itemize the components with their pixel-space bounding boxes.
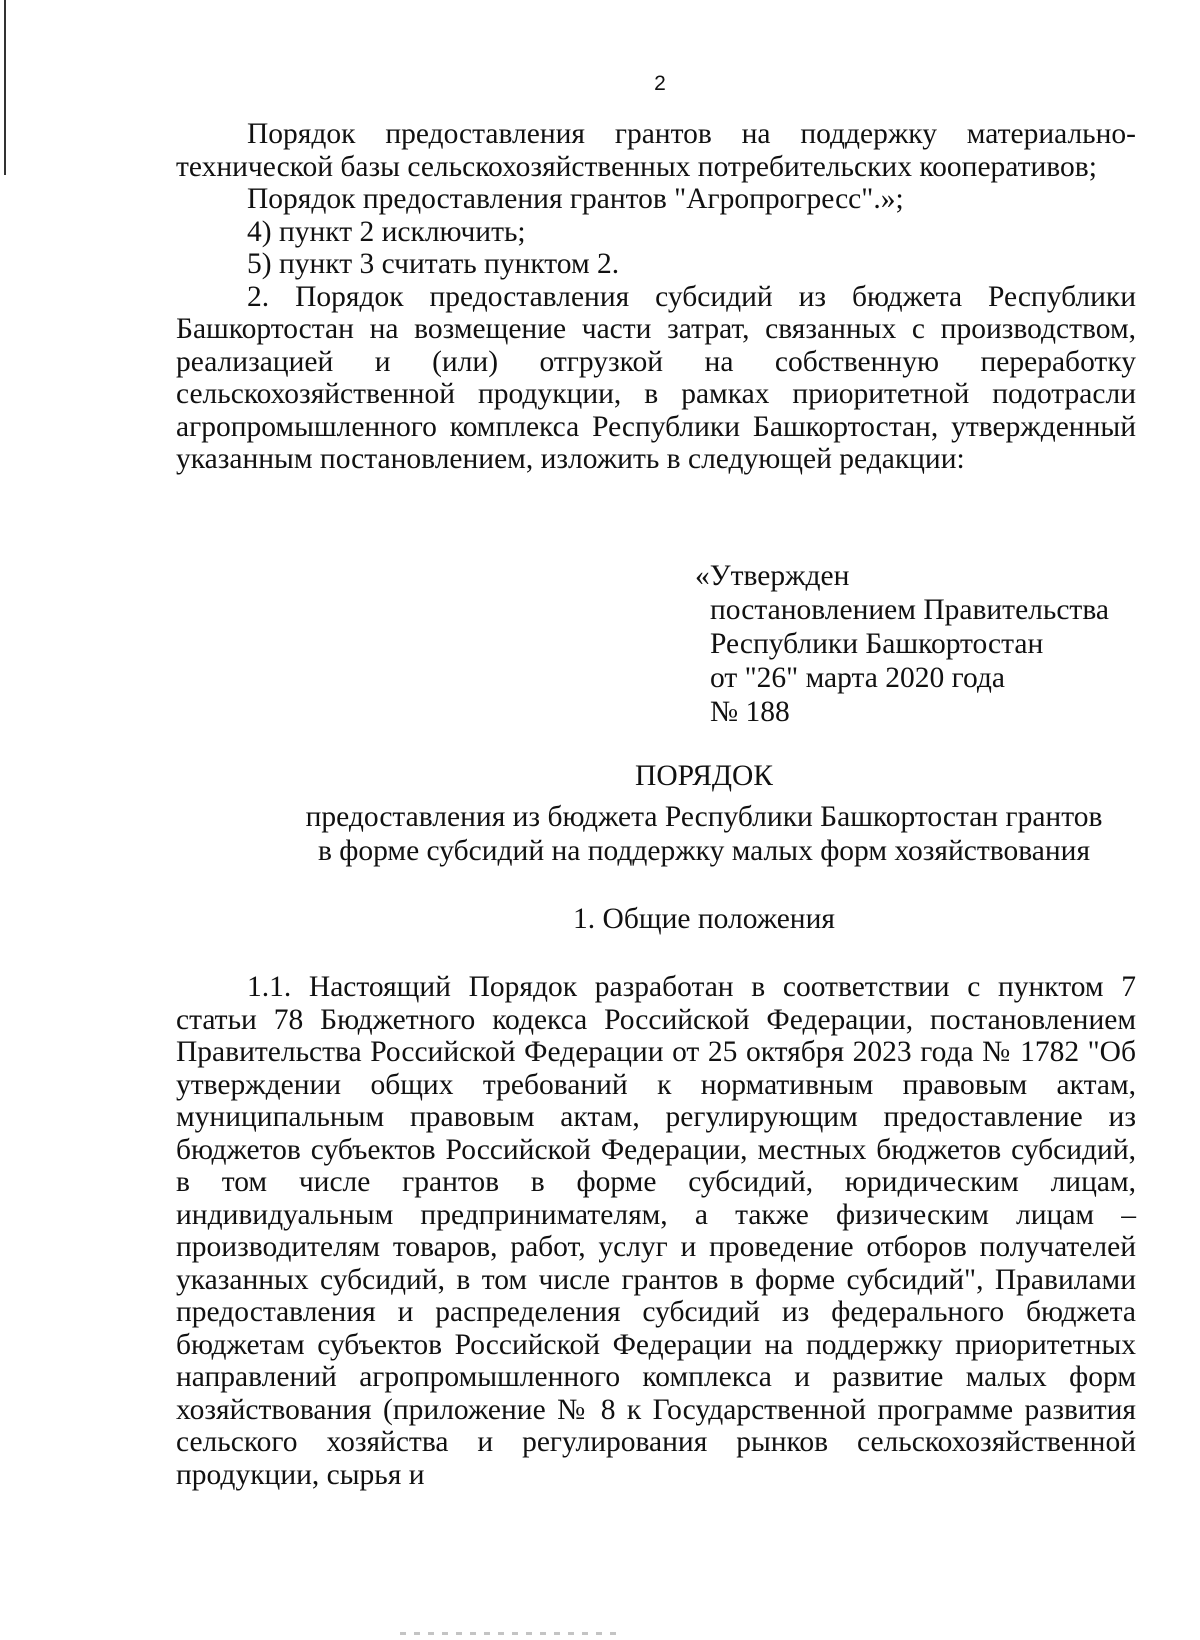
approval-line-1: «Утвержден (695, 560, 850, 592)
intro-paragraph-3: 4) пункт 2 исключить; (247, 215, 526, 248)
intro-paragraph-4: 5) пункт 3 считать пунктом 2. (247, 248, 620, 280)
section-body (176, 971, 1136, 1491)
intro-paragraph-5: 2. Порядок предоставления субсидий из бюджета Республики Башкортостан на возмещение части затрат, связанных с производством, реализацией и (или) отгрузкой на собственную переработку сельскохозяйственной продукции, в рамках приоритетной подотрасли агропромышленного комплекса Республики Башкортостан, утвержденный указанным постановлением, изложить в следующей редакции: (176, 280, 1136, 475)
approval-stamp-block (695, 559, 1145, 729)
section-heading: 1. Общие положения (573, 903, 835, 935)
approval-line-2: постановлением Правительства (710, 594, 1109, 626)
document-title: ПОРЯДОК (635, 760, 773, 792)
document-subtitle-line-1: предоставления из бюджета Республики Башкортостан грантов (305, 801, 1103, 833)
section-paragraph-1: 1.1. Настоящий Порядок разработан в соответствии с пунктом 7 статьи 78 Бюджетного кодекса Российской Федерации, постановлением Правительства Российской Федерации от 25 октября 2023 года № 1782 "Об утверждении общих требований к нормативным правовым актам, муниципальным правовым актам, регулирующим предоставление из бюджетов субъектов Российской Федерации, местных бюджетов субсидий, в том числе грантов в форме субсидий, юридическим лицам, индивидуальным предпринимателям, а также физическим лицам – производителям товаров, работ, услуг и проведение отборов получателей указанных субсидий, в том числе грантов в форме субсидий", Правилами предоставления и распределения субсидий из федерального бюджета бюджетам субъектов Российской Федерации на поддержку приоритетных направлений агропромышленного комплекса и развитие малых форм хозяйствования (приложение № 8 к Государственной программе развития сельского хозяйства и регулирования рынков сельскохозяйственной продукции, сырья и (176, 971, 1136, 1491)
approval-line-4: от "26" марта 2020 года (710, 662, 1005, 694)
approval-line-3: Республики Башкортостан (710, 628, 1044, 660)
intro-paragraph-2: Порядок предоставления грантов "Агропрогресс".»; (247, 183, 904, 215)
scan-artifact (400, 1632, 620, 1635)
intro-paragraph-1: Порядок предоставления грантов на поддержку материально-технической базы сельскохозяйственных потребительских кооперативов; (176, 118, 1136, 183)
approval-line-5: № 188 (710, 696, 790, 728)
document-subtitle-line-2: в форме субсидий на поддержку малых форм хозяйствования (317, 835, 1091, 867)
page-number: 2 (654, 72, 666, 95)
intro-block (176, 118, 1136, 476)
document-subtitle (224, 800, 1184, 868)
